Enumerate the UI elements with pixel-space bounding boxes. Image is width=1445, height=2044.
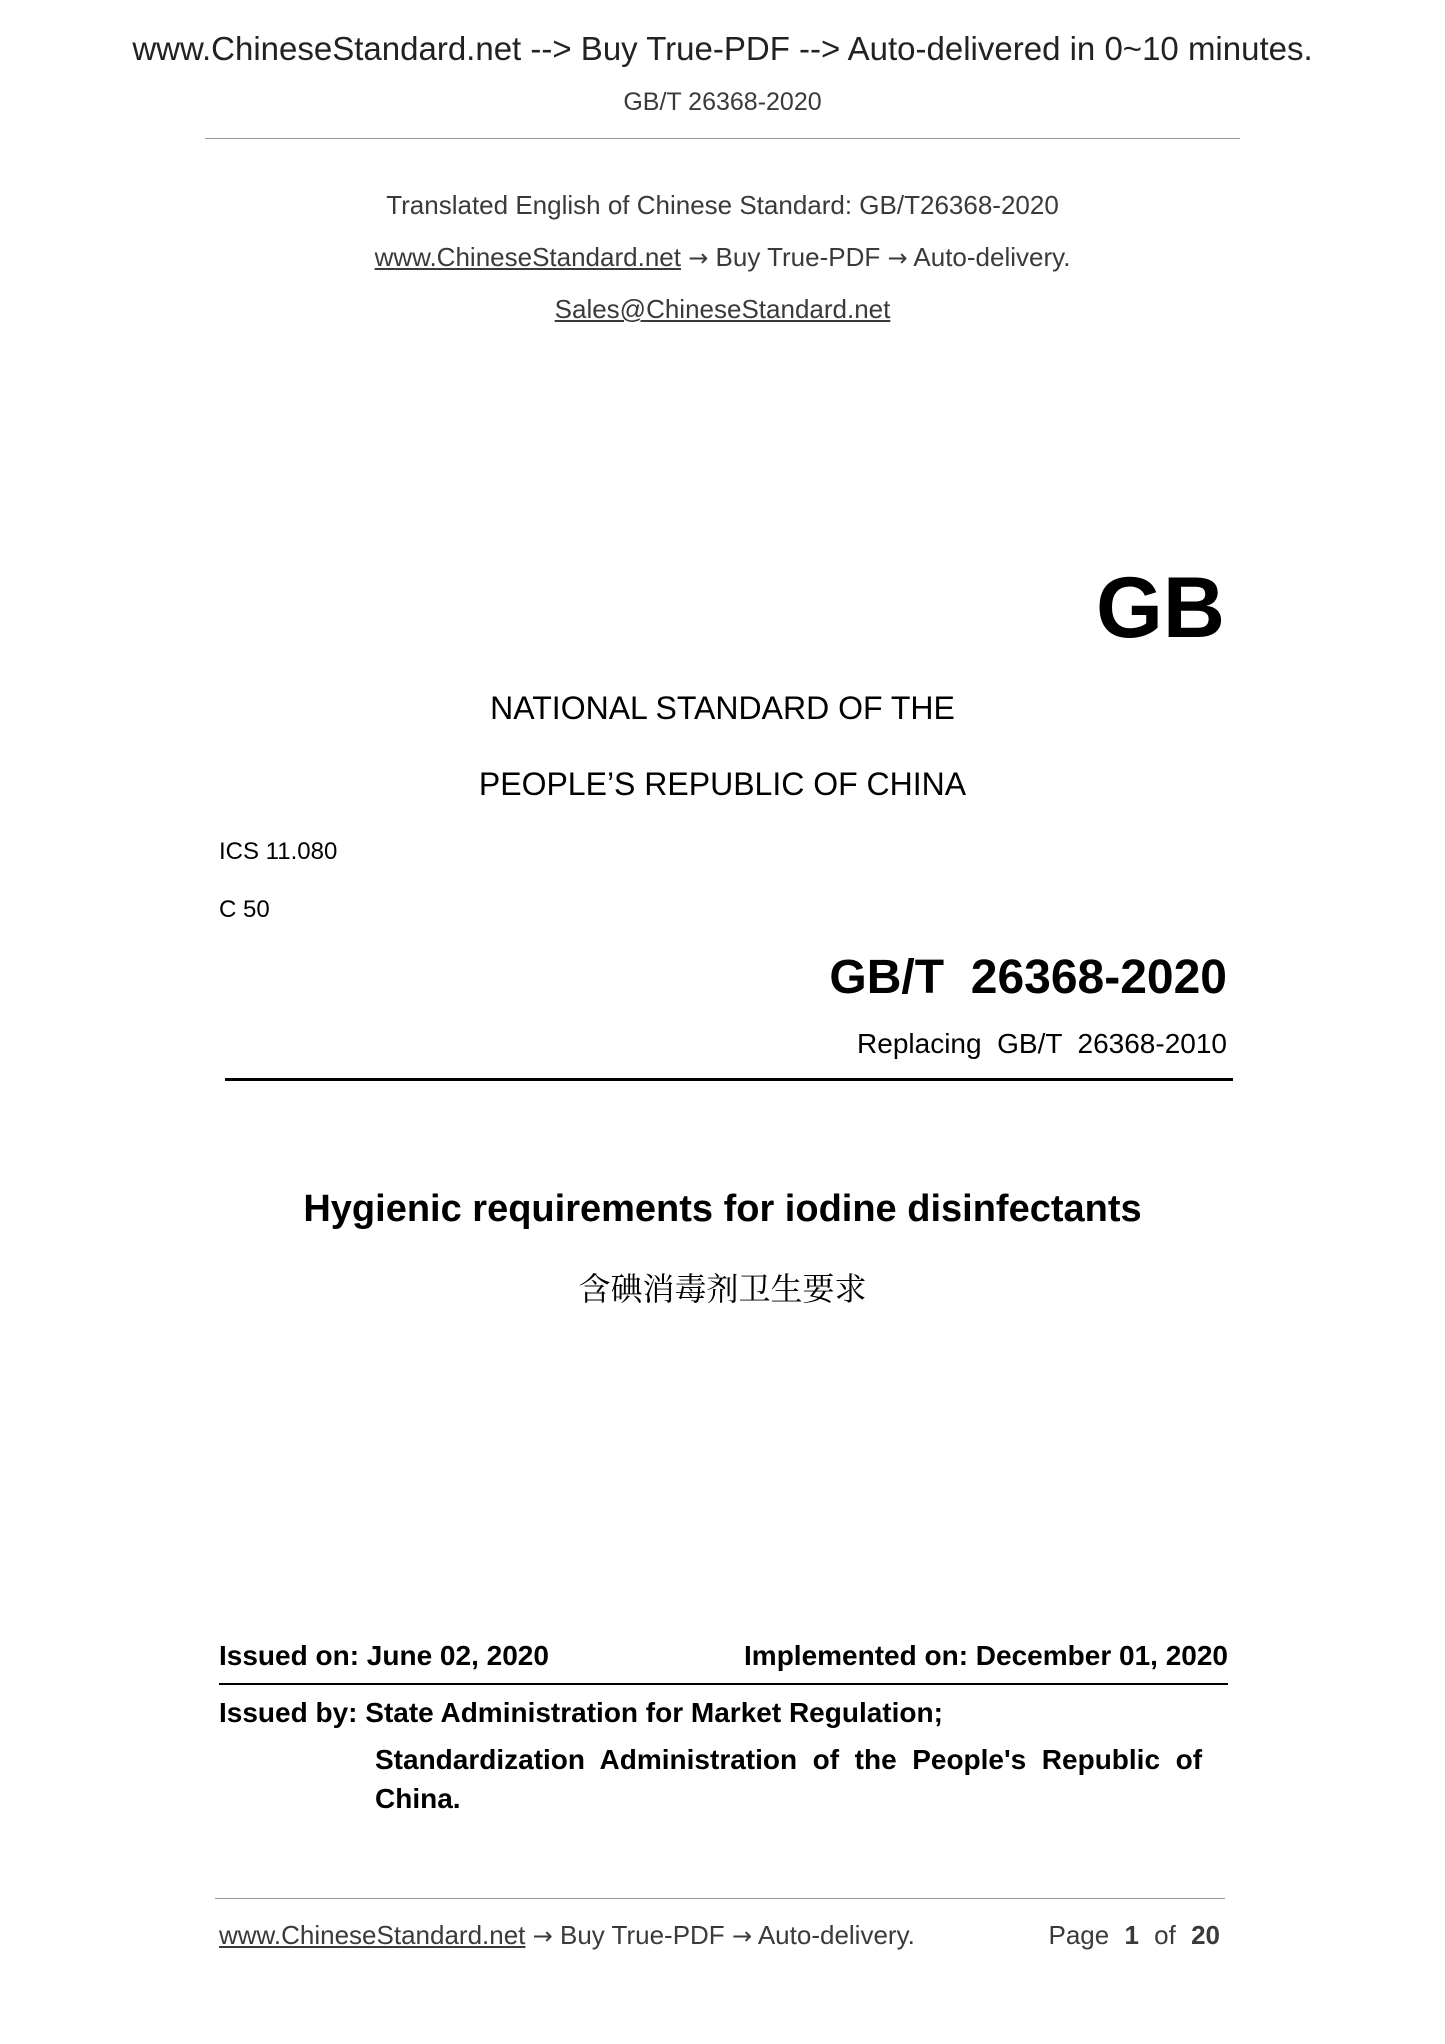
ccs-code: C 50: [219, 896, 270, 923]
issued-by-line2: Standardization Administration of the People's Republic of: [375, 1744, 1203, 1775]
replacing-standard: Replacing GB/T 26368-2010: [857, 1028, 1227, 1059]
arrow-right-icon: →: [887, 244, 908, 272]
national-standard-line2: PEOPLE’S REPUBLIC OF CHINA: [478, 766, 967, 802]
page-indicator: [1048, 1920, 1220, 1951]
buy-true-pdf-text: Buy True-PDF: [715, 242, 881, 272]
top-banner-text: www.ChineseStandard.net --> Buy True-PDF --> Auto-delivered in 0~10 minutes.: [132, 30, 1313, 67]
footer-site-link[interactable]: www.ChineseStandard.net: [219, 1920, 526, 1950]
site-link[interactable]: www.ChineseStandard.net: [374, 242, 681, 272]
translated-links-line: [0, 242, 1445, 273]
footer-divider: [215, 1898, 1225, 1899]
page-label: Page: [1048, 1920, 1110, 1950]
dates-divider: [219, 1683, 1228, 1685]
header-standard-code: GB/T 26368-2020: [623, 88, 822, 116]
sales-email-link[interactable]: Sales@ChineseStandard.net: [554, 294, 891, 324]
issued-date: Issued on: June 02, 2020: [219, 1640, 549, 1671]
page-of-label: of: [1154, 1920, 1176, 1950]
standard-divider: [225, 1078, 1233, 1081]
translated-line: Translated English of Chinese Standard: GB/T26368-2020: [386, 190, 1059, 220]
page-total: 20: [1191, 1920, 1220, 1950]
arrow-right-icon: →: [731, 1922, 753, 1950]
standard-number: GB/T 26368-2020: [829, 951, 1227, 1004]
footer-buy-text: Buy True-PDF: [559, 1920, 725, 1950]
issued-by-line3: China.: [375, 1783, 461, 1814]
english-title: Hygienic requirements for iodine disinfectants: [303, 1188, 1142, 1230]
issued-by-line1: Issued by: State Administration for Market Regulation;: [219, 1697, 943, 1728]
chinese-title: 含碘消毒剂卫生要求: [578, 1270, 867, 1308]
email-line: [0, 294, 1445, 325]
page-current: 1: [1124, 1920, 1139, 1950]
gb-logo: GB: [1096, 560, 1225, 656]
national-standard-line1: NATIONAL STANDARD OF THE: [490, 690, 955, 726]
ics-code: ICS 11.080: [219, 838, 338, 865]
arrow-right-icon: →: [688, 244, 709, 272]
auto-delivery-text: Auto-delivery.: [913, 242, 1071, 272]
footer-links: [219, 1920, 915, 1951]
footer-delivery-text: Auto-delivery.: [757, 1920, 915, 1950]
implemented-date: Implemented on: December 01, 2020: [744, 1640, 1228, 1671]
arrow-right-icon: →: [532, 1922, 553, 1950]
header-divider: [205, 138, 1240, 139]
